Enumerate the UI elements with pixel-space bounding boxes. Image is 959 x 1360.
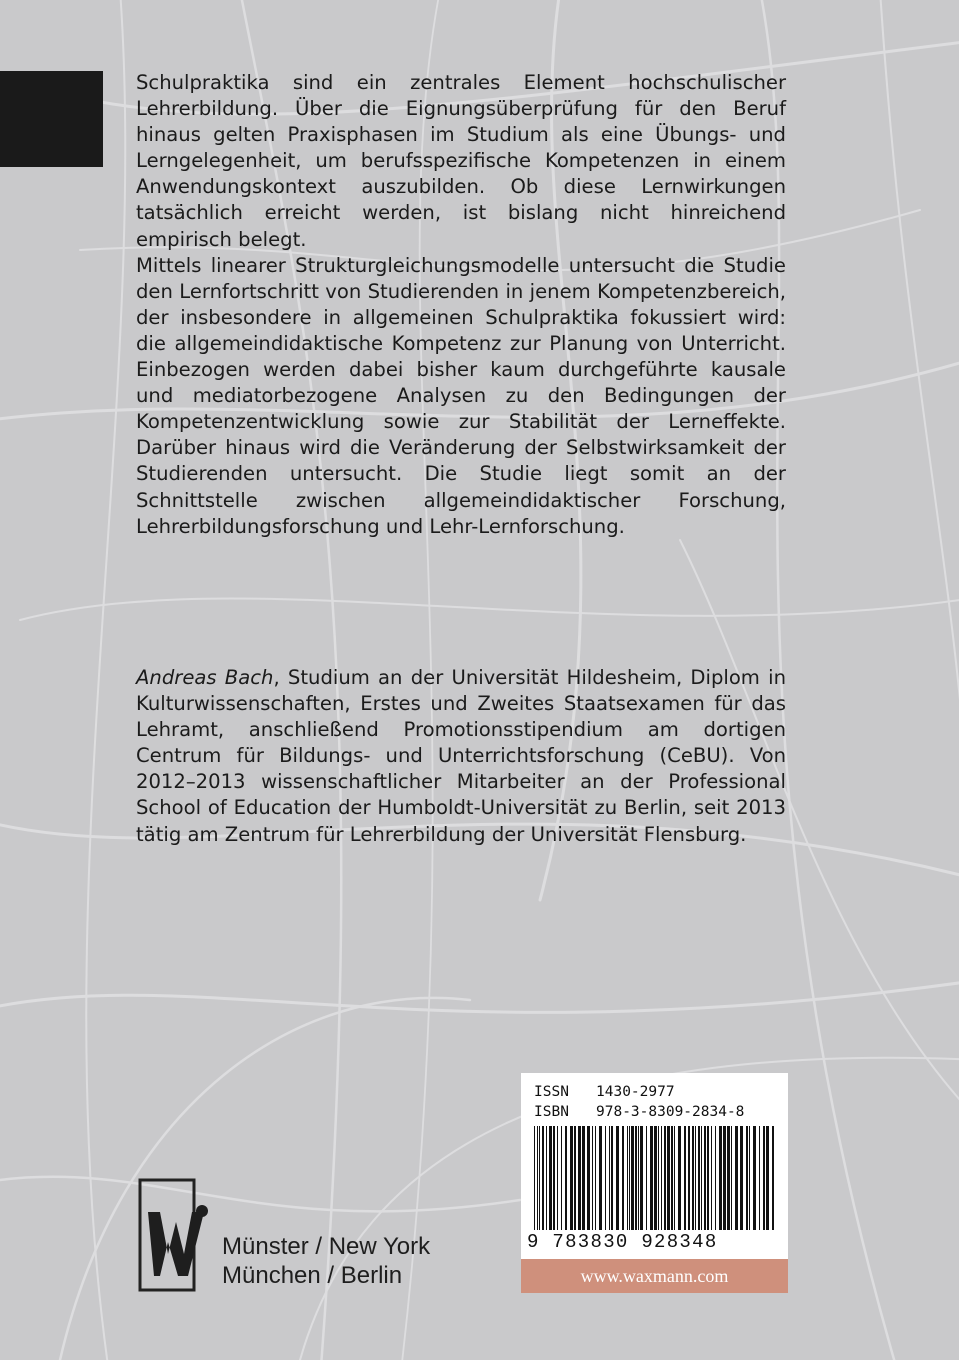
barcode-bar xyxy=(684,1126,686,1230)
barcode-bar xyxy=(735,1126,738,1230)
author-bio xyxy=(136,665,786,848)
barcode-bar xyxy=(688,1126,690,1230)
barcode-bar xyxy=(753,1126,756,1230)
barcode-bar xyxy=(723,1126,726,1230)
barcode-bar xyxy=(740,1126,743,1230)
issn-line xyxy=(534,1082,744,1102)
isbn-label: ISBN xyxy=(534,1104,569,1120)
barcode-bar xyxy=(646,1126,647,1230)
barcode-bar xyxy=(605,1126,606,1230)
issn-label: ISSN xyxy=(534,1084,569,1100)
barcode-bar xyxy=(719,1126,722,1230)
barcode-bar xyxy=(704,1126,706,1230)
barcode-bar xyxy=(549,1126,552,1230)
barcode-bar xyxy=(565,1126,567,1230)
barcode-bar xyxy=(534,1126,535,1230)
author-name: Andreas Bach xyxy=(136,666,274,689)
barcode-bar xyxy=(727,1126,730,1230)
abstract-paragraph-1: Schulpraktika sind ein zentrales Element hochschulischer Lehrerbildung. Über die Eignungsüberprüfung für den Beruf hinaus gelten Praxisphasen im Studium als eine Übungs- und Lerngelegenheit, um berufsspezifische Kompetenzen in einem Anwendungskontext auszubilden. Ob diese Lernwirkungen tatsächlich erreicht werden, ist bislang nicht hinreichend empirisch belegt. xyxy=(136,71,786,251)
barcode-bar xyxy=(609,1126,610,1230)
barcode-bar xyxy=(578,1126,581,1230)
barcode-digits: 9 783830 928348 xyxy=(527,1231,718,1253)
barcode-bar xyxy=(701,1126,702,1230)
barcode-bar xyxy=(695,1126,696,1230)
barcode-bar xyxy=(678,1126,681,1230)
barcode-bar xyxy=(661,1126,662,1230)
barcode-bar xyxy=(557,1126,558,1230)
barcode-bar xyxy=(537,1126,538,1230)
waxmann-logo xyxy=(138,1178,212,1292)
barcode-bar xyxy=(616,1126,619,1230)
issn-value: 1430-2977 xyxy=(596,1084,675,1100)
barcode-bar xyxy=(671,1126,673,1230)
black-tab xyxy=(0,71,103,167)
barcode-bar xyxy=(570,1126,573,1230)
barcode-bar xyxy=(749,1126,750,1230)
barcode-bar xyxy=(667,1126,670,1230)
barcode-bar xyxy=(650,1126,653,1230)
barcode-bar xyxy=(711,1126,712,1230)
barcode-bar xyxy=(595,1126,596,1230)
publisher-location-line-2: München / Berlin xyxy=(222,1261,403,1289)
publisher-location-line-1: Münster / New York xyxy=(222,1233,431,1260)
barcode-bar xyxy=(539,1126,540,1230)
barcode-bar xyxy=(763,1126,765,1230)
barcode-bar xyxy=(715,1126,716,1230)
barcode-bar xyxy=(587,1126,590,1230)
barcode-bar xyxy=(635,1126,637,1230)
author-bio-paragraph xyxy=(136,665,786,848)
barcode-bar xyxy=(674,1126,675,1230)
barcode-bar xyxy=(546,1126,547,1230)
publisher-url: www.waxmann.com xyxy=(521,1259,788,1293)
barcode-bar xyxy=(574,1126,576,1230)
barcode-bar xyxy=(599,1126,602,1230)
barcode-bar xyxy=(627,1126,628,1230)
barcode-bar xyxy=(611,1126,613,1230)
barcode-image xyxy=(534,1126,774,1230)
author-bio-text: , Studium an der Universität Hildesheim, Diplom in Kulturwissenschaften, Erstes und Zweites Staatsexamen für das Lehramt, anschließend Promotionsstipendium am dortigen Centrum für Bildungs- und Unterrichtsforschung (CeBU). Von 2012–2013 wissenschaftlicher Mitarbeiter an der Professional School of Education der Humboldt-Universität zu Berlin, seit 2013 tätig am Zentrum für Lehrerbildung der Universität Flensburg. xyxy=(136,666,786,846)
barcode-bar xyxy=(746,1126,748,1230)
barcode-bar xyxy=(542,1126,544,1230)
barcode-bar xyxy=(692,1126,694,1230)
barcode-bar xyxy=(629,1126,630,1230)
publisher-locations xyxy=(222,1233,430,1290)
barcode-bar xyxy=(759,1126,760,1230)
barcode-bar xyxy=(772,1126,774,1230)
barcode-bar xyxy=(640,1126,643,1230)
barcode-bar xyxy=(638,1126,639,1230)
barcode-bar xyxy=(658,1126,659,1230)
identifier-codes xyxy=(534,1082,744,1122)
barcode-bar xyxy=(707,1126,709,1230)
barcode-bar xyxy=(592,1126,593,1230)
barcode-bar xyxy=(631,1126,634,1230)
barcode-panel xyxy=(521,1073,788,1293)
abstract-text xyxy=(136,70,786,540)
barcode-bar xyxy=(582,1126,585,1230)
barcode-bar xyxy=(561,1126,562,1230)
barcode-bar xyxy=(622,1126,624,1230)
barcode-bar xyxy=(654,1126,657,1230)
barcode-bar xyxy=(698,1126,700,1230)
isbn-line xyxy=(534,1102,744,1122)
barcode-bar xyxy=(766,1126,769,1230)
abstract-paragraph-2: Mittels linearer Strukturgleichungsmodelle untersucht die Studie den Lernfortschritt von Studierenden in jenem Kompetenzbereich, der insbesondere in allgemeinen Schulpraktika fokussiert wird: die allgemeindidaktische Kompetenz zur Planung von Unterricht. Einbezogen werden dabei bisher kaum durchgeführte kausale und mediatorbezogene Analysen zu den Bedingungen der Kompetenzentwicklung sowie zur Stabilität der Lerneffekte. Darüber hinaus wird die Veränderung der Selbstwirksamkeit der Studierenden untersucht. Die Studie liegt somit an der Schnittstelle zwischen allgemeindidaktischer Forschung, Lehrerbildungsforschung und Lehr-Lernforschung. xyxy=(136,253,786,538)
barcode-bar xyxy=(731,1126,732,1230)
barcode-bar xyxy=(664,1126,666,1230)
isbn-value: 978-3-8309-2834-8 xyxy=(596,1104,745,1120)
barcode-bar xyxy=(553,1126,555,1230)
